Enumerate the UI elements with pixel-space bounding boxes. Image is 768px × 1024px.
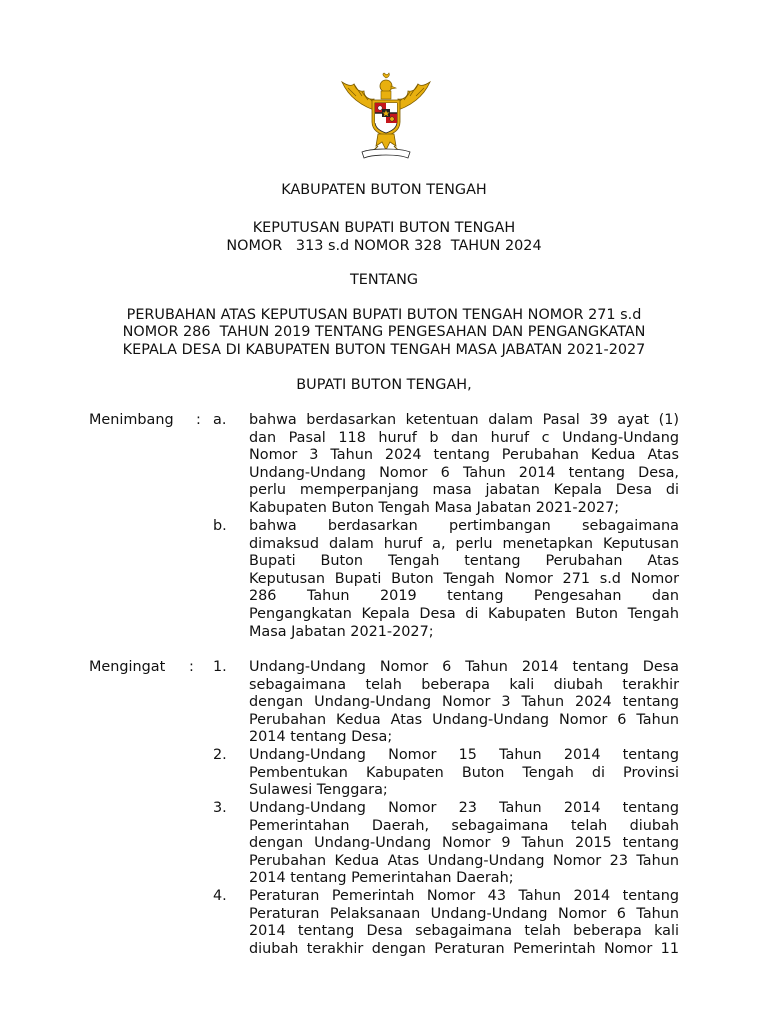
text-line: Nomor 3 Tahun 2024 tentang Perubahan Kedua Atas bbox=[249, 447, 679, 464]
text-line: dan Pasal 118 huruf b dan huruf c Undang-Undang bbox=[249, 429, 679, 446]
text-line: Undang-Undang Nomor 6 Tahun 2014 tentang Desa, bbox=[249, 464, 679, 481]
mengingat-item-4 bbox=[249, 888, 679, 958]
mengingat-item-marker-3: 3. bbox=[213, 800, 227, 816]
garuda-emblem-icon bbox=[336, 72, 436, 160]
text-line: perlu memperpanjang masa jabatan Kepala Desa di bbox=[249, 482, 679, 499]
official-title: BUPATI BUTON TENGAH, bbox=[296, 377, 472, 393]
menimbang-colon: : bbox=[196, 412, 201, 428]
menimbang-label: Menimbang bbox=[89, 412, 174, 428]
text-line: Pemerintahan Daerah, sebagaimana telah diubah bbox=[249, 817, 679, 834]
text-line: Bupati Buton Tengah tentang Perubahan Atas bbox=[249, 553, 679, 570]
text-line: dimaksud dalam huruf a, perlu menetapkan Keputusan bbox=[249, 535, 679, 552]
text-line: 2014 tentang Pemerintahan Daerah; bbox=[249, 870, 514, 887]
text-line: dengan Undang-Undang Nomor 3 Tahun 2024 tentang bbox=[249, 694, 679, 711]
text-line: Undang-Undang Nomor 15 Tahun 2014 tentang bbox=[249, 747, 679, 763]
text-line: diubah terakhir dengan Peraturan Pemerintah Nomor 11 bbox=[249, 940, 679, 957]
text-line: Pengangkatan Kepala Desa di Kabupaten Buton Tengah bbox=[249, 605, 679, 622]
text-line: 2014 tentang Desa; bbox=[249, 729, 393, 746]
text-line: Masa Jabatan 2021-2027; bbox=[249, 623, 434, 640]
menimbang-item-a bbox=[249, 412, 679, 518]
text-line: Kabupaten Buton Tengah Masa Jabatan 2021-2027; bbox=[249, 499, 620, 516]
text-line: Undang-Undang Nomor 23 Tahun 2014 tentang bbox=[249, 800, 679, 816]
decree-title: KEPUTUSAN BUPATI BUTON TENGAH bbox=[252, 220, 516, 236]
text-line: dengan Undang-Undang Nomor 9 Tahun 2015 tentang bbox=[249, 835, 679, 852]
text-line: Perubahan Kedua Atas Undang-Undang Nomor 6 Tahun bbox=[249, 711, 679, 728]
subject-line-3: KEPALA DESA DI KABUPATEN BUTON TENGAH MASA JABATAN 2021-2027 bbox=[122, 342, 646, 358]
mengingat-item-marker-1: 1. bbox=[213, 659, 227, 675]
mengingat-item-marker-2: 2. bbox=[213, 747, 227, 763]
mengingat-item-2 bbox=[249, 747, 679, 800]
text-line: Peraturan Pelaksanaan Undang-Undang Nomor 6 Tahun bbox=[249, 905, 679, 922]
mengingat-colon: : bbox=[189, 659, 194, 675]
text-line: Perubahan Kedua Atas Undang-Undang Nomor 23 Tahun bbox=[249, 852, 679, 869]
menimbang-item-marker-b: b. bbox=[213, 518, 227, 534]
text-line: Peraturan Pemerintah Nomor 43 Tahun 2014 tentang bbox=[249, 888, 679, 904]
subject-line-2: NOMOR 286 TAHUN 2019 TENTANG PENGESAHAN DAN PENGANGKATAN bbox=[122, 324, 646, 340]
decree-number: NOMOR 313 s.d NOMOR 328 TAHUN 2024 bbox=[226, 238, 542, 254]
subject-line-1: PERUBAHAN ATAS KEPUTUSAN BUPATI BUTON TENGAH NOMOR 271 s.d bbox=[126, 307, 642, 323]
regency-heading: KABUPATEN BUTON TENGAH bbox=[281, 182, 487, 198]
about-heading: TENTANG bbox=[349, 272, 419, 288]
text-line: bahwa berdasarkan pertimbangan sebagaimana bbox=[249, 518, 679, 534]
text-line: bahwa berdasarkan ketentuan dalam Pasal 39 ayat (1) bbox=[249, 412, 679, 428]
text-line: Pembentukan Kabupaten Buton Tengah di Provinsi bbox=[249, 764, 679, 781]
menimbang-item-marker-a: a. bbox=[213, 412, 227, 428]
text-line: sebagaimana telah beberapa kali diubah terakhir bbox=[249, 676, 679, 693]
text-line: 2014 tentang Desa sebagaimana telah beberapa kali bbox=[249, 923, 679, 940]
text-line: Keputusan Bupati Buton Tengah Nomor 271 s.d Nomor bbox=[249, 570, 679, 587]
mengingat-item-3 bbox=[249, 800, 679, 888]
text-line: 286 Tahun 2019 tentang Pengesahan dan bbox=[249, 588, 679, 605]
mengingat-item-marker-4: 4. bbox=[213, 888, 227, 904]
text-line: Undang-Undang Nomor 6 Tahun 2014 tentang Desa bbox=[249, 659, 679, 675]
mengingat-label: Mengingat bbox=[89, 659, 166, 675]
text-line: Sulawesi Tenggara; bbox=[249, 782, 388, 799]
menimbang-item-b bbox=[249, 518, 679, 641]
mengingat-item-1 bbox=[249, 659, 679, 747]
